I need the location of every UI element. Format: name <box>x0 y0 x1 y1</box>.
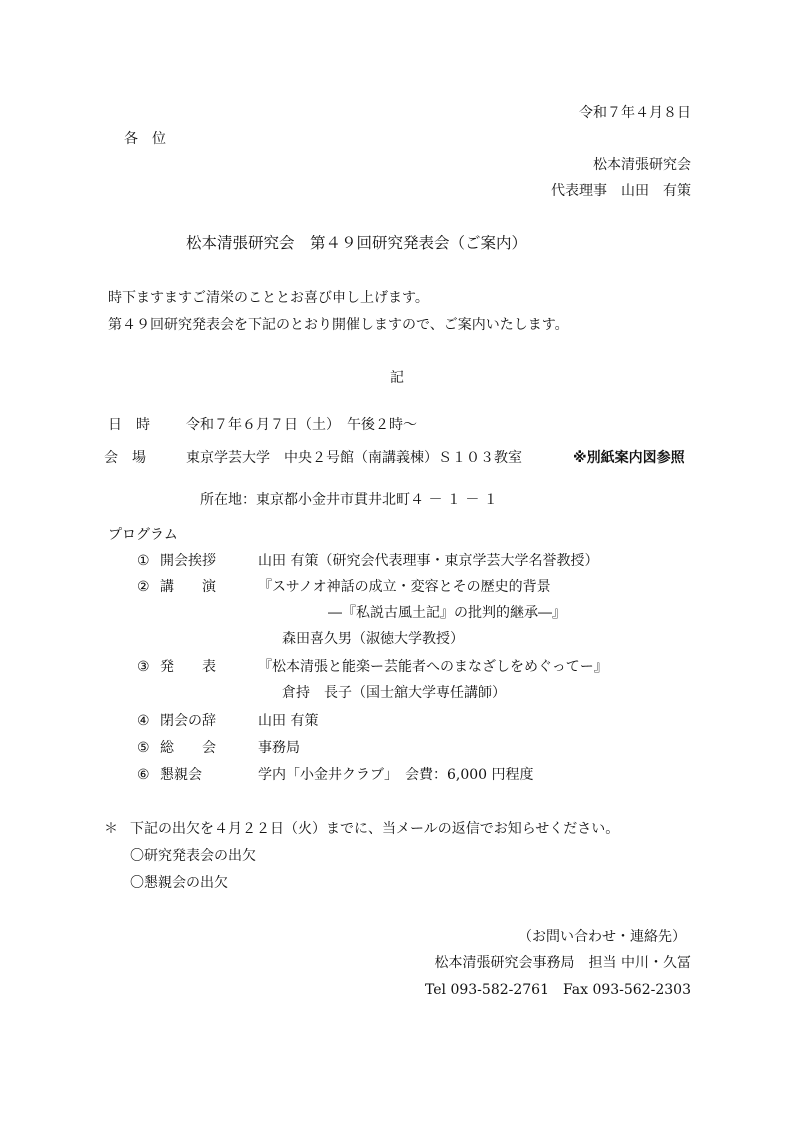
venue-label: 会 場 <box>104 450 146 466</box>
venue-value: 東京学芸大学 中央２号館（南講義棟）Ｓ１０３教室 <box>186 450 522 466</box>
program-number: ⑤ <box>137 740 150 756</box>
venue-note: ※別紙案内図参照 <box>573 450 685 466</box>
program-speaker: 森田喜久男（淑徳大学教授） <box>282 631 464 647</box>
program-value: 『スサノオ神話の成立・変容とその歴史的背景 <box>258 579 551 595</box>
program-label: 発 表 <box>160 659 216 675</box>
program-value: 『松本清張と能楽ー芸能者へのまなざしをめぐってー』 <box>258 659 608 675</box>
document-date: 令和７年４月８日 <box>579 105 691 121</box>
rsvp-option-reception: 〇懇親会の出欠 <box>130 875 228 891</box>
program-label: 閉会の辞 <box>160 713 216 729</box>
program-number: ③ <box>137 659 150 675</box>
program-value: 事務局 <box>258 740 300 756</box>
rsvp-asterisk: ＊ <box>104 821 118 837</box>
program-value: 学内「小金井クラブ」 会費：6,000 円程度 <box>258 767 534 783</box>
program-number: ⑥ <box>137 767 150 783</box>
sender-organization: 松本清張研究会 <box>593 157 691 173</box>
ki-marker: 記 <box>390 370 404 386</box>
program-label: 懇親会 <box>160 767 202 783</box>
datetime-value: 令和７年６月７日（土） 午後２時～ <box>186 417 417 433</box>
greeting-line-1: 時下ますますご清栄のこととお喜び申し上げます。 <box>108 290 429 306</box>
datetime-label: 日 時 <box>108 417 150 433</box>
program-number: ④ <box>137 713 150 729</box>
rsvp-text: 下記の出欠を４月２２日（火）までに、当メールの返信でお知らせください。 <box>130 821 620 837</box>
venue-address: 所在地：東京都小金井市貫井北町４ － １ － １ <box>200 492 498 508</box>
program-number: ② <box>137 579 150 595</box>
contact-phone-fax: Tel 093-582-2761 Fax 093-562-2303 <box>425 982 691 998</box>
program-heading: プログラム <box>108 527 178 543</box>
program-subtitle: ―『私説古風土記』の批判的継承―』 <box>328 605 566 621</box>
program-value: 山田 有策（研究会代表理事・東京学芸大学名誉教授） <box>258 553 599 569</box>
program-speaker: 倉持 長子（国士舘大学専任講師） <box>282 685 506 701</box>
contact-heading: （お問い合わせ・連絡先） <box>518 929 686 945</box>
greeting-line-2: 第４９回研究発表会を下記のとおり開催しますので、ご案内いたします。 <box>108 317 569 333</box>
document-title: 松本清張研究会 第４９回研究発表会（ご案内） <box>186 234 528 252</box>
contact-office: 松本清張研究会事務局 担当 中川・久冨 <box>434 955 691 971</box>
program-number: ① <box>137 553 150 569</box>
sender-person: 代表理事 山田 有策 <box>551 183 691 199</box>
program-value: 山田 有策 <box>258 713 319 729</box>
addressee: 各 位 <box>124 131 166 147</box>
rsvp-option-presentation: 〇研究発表会の出欠 <box>130 848 256 864</box>
program-label: 開会挨拶 <box>160 553 216 569</box>
program-label: 総 会 <box>160 740 216 756</box>
program-label: 講 演 <box>160 579 216 595</box>
